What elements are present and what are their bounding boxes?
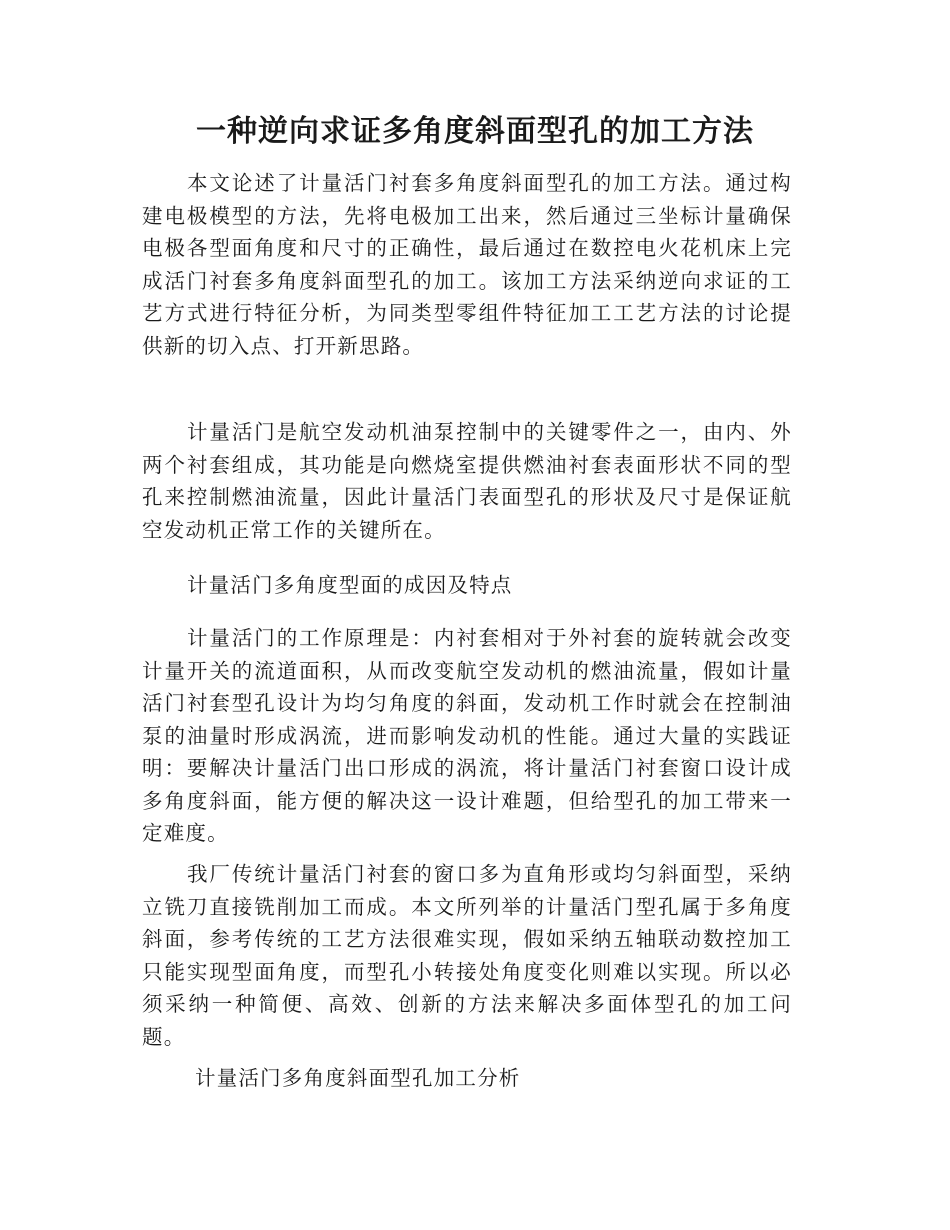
document-title: 一种逆向求证多角度斜面型孔的加工方法 xyxy=(196,114,754,149)
section-heading-analysis: 计量活门多角度斜面型孔加工分析 xyxy=(195,1066,521,1090)
paragraph-working-principle: 计量活门的工作原理是：内衬套相对于外衬套的旋转就会改变计量开关的流道面积，从而改变航空发动机的燃油流量，假如计量活门衬套型孔设计为均匀角度的斜面，发动机工作时就会在控制油泵的油量时形成涡流，进而影响发动机的性能。通过大量的实践证明：要解决计量活门出口形成的涡流，将计量活门衬套窗口设计成多角度斜面，能方便的解决这一设计难题，但给型孔的加工带来一定难度。 xyxy=(142,626,792,845)
section-heading-causes: 计量活门多角度型面的成因及特点 xyxy=(187,573,513,597)
paragraph-traditional-method: 我厂传统计量活门衬套的窗口多为直角形或均匀斜面型，采纳立铣刀直接铣削加工而成。本文所列举的计量活门型孔属于多角度斜面，参考传统的工艺方法很难实现，假如采纳五轴联动数控加工只能实现型面角度，而型孔小转接处角度变化则难以实现。所以必须采纳一种简便、高效、创新的方法来解决多面体型孔的加工问题。 xyxy=(142,862,792,1049)
paragraph-introduction: 计量活门是航空发动机油泵控制中的关键零件之一，由内、外两个衬套组成，其功能是向燃烧室提供燃油衬套表面形状不同的型孔来控制燃油流量，因此计量活门表面型孔的形状及尺寸是保证航空发动机正常工作的关键所在。 xyxy=(142,420,792,542)
paragraph-abstract: 本文论述了计量活门衬套多角度斜面型孔的加工方法。通过构建电极模型的方法，先将电极加工出来，然后通过三坐标计量确保电极各型面角度和尺寸的正确性，最后通过在数控电火花机床上完成活门衬套多角度斜面型孔的加工。该加工方法采纳逆向求证的工艺方式进行特征分析，为同类型零组件特征加工工艺方法的讨论提供新的切入点、打开新思路。 xyxy=(142,171,792,358)
